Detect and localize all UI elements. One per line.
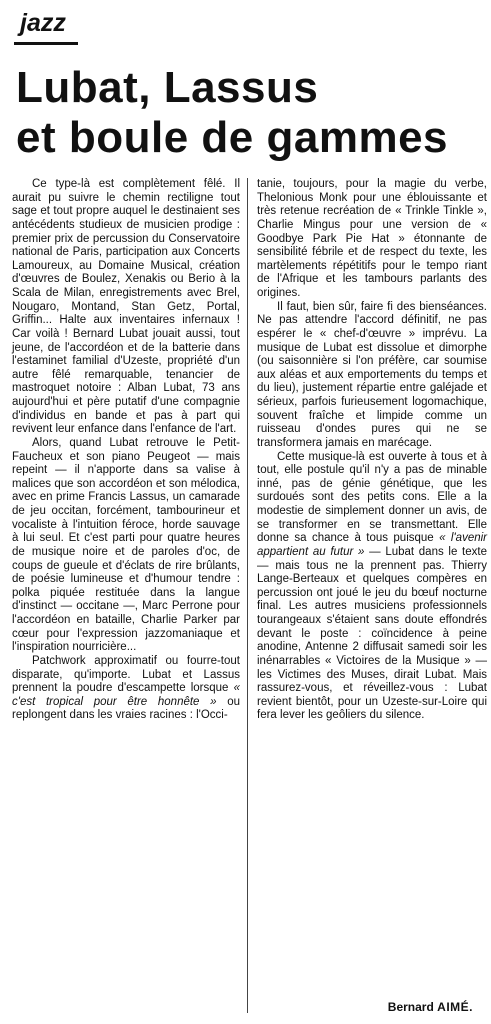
rubric-underline bbox=[14, 42, 78, 45]
paragraph-text: — Lubat dans le texte — mais tous ne la prennent pas. Thierry Lange-Berteaux et quelques compères en percussion ont joué le jeu du bœuf nocturne final. Les autres musiciens professionnels tourangeaux s'étaient sans doute effondrés devant le poste : coïncidence à peine anodine, Antenne 2 diffusait samedi soir les inénarrables « Victoires de la Musique » — les Victimes des Muses, dirait Lubat. Mais rassurez-vous, et réveillez-vous : Lubat revient bientôt, pour un Uzeste-sur-Loire qui fera lever les geôliers du silence. bbox=[257, 545, 487, 722]
italic-quote: « c'est tropical pour être honnête » bbox=[12, 682, 240, 708]
author-signature bbox=[388, 1000, 473, 1014]
article-paragraph: Alors, quand Lubat retrouve le Petit-Faucheux et son piano Peugeot — mais repeint — il n'apporte dans sa valise à malices que son accordéon et son mélodica, avec en prime Francis Lassus, un camarade de jeu occitan, forcément, tambourineur et vocaliste à l'intuition féroce, horde sauvage à lui seul. Et c'est parti pour quatre heures de musique noire et de paroles d'oc, de coups de gueule et d'éclats de rire brûlants, de poésie lumineuse et d'humour tendre : polka piquée restituée dans la langue d'instinct — occitane —, Marc Perrone pour l'accordéon en bataille, Charlie Parker par cœur pour l'expression jazzomaniaque et l'inspiration nourricière... bbox=[12, 436, 240, 654]
article-paragraph bbox=[12, 655, 240, 723]
section-rubric: jazz bbox=[20, 9, 66, 37]
article-paragraph: tanie, toujours, pour la magie du verbe, Thelonious Monk pour une éblouissante et très retenue recréation de « Trinkle Tinkle », Charlie Mingus pour une version de « Goodbye Park Pie Hat » étonnante de sensibilité fébrile et de respect du texte, les martèlements répétitifs pour le tempo riant de l'Afrique et les tambours parlants des origines. bbox=[257, 178, 487, 299]
article-paragraph: Ce type-là est complètement fêlé. Il aurait pu suivre le chemin rectiligne tout sage et tout propre auquel le destinaient ses antécédents studieux de musicien prodige : premier prix de percussion du Conservatoire national de Paris, participation aux Concerts Lamoureux, au Domaine Musical, création d'œuvres de Boulez, Xenakis ou Berio à la Scala de Milan, enregistrements avec Brel, Nougaro, Montand, Stan Getz, Portal, Griffin... Halte aux inventaires infernaux ! Car voilà ! Bernard Lubat jouait aussi, tout jeune, de l'accordéon et de la batterie dans l'estaminet familial d'Uzeste, propriété d'un autre fêlé remarquable, tenancier de mastroquet notoire : Alban Lubat, 73 ans aujourd'hui et père putatif d'une compagnie d'individus en bande et pas à part qui revivent leur enfance dans l'enfance de l'art. bbox=[12, 178, 240, 436]
author-first-name: Bernard bbox=[387, 1000, 434, 1014]
article-paragraph: Il faut, bien sûr, faire fi des bienséances. Ne pas attendre l'accord définitif, ne pas espérer le « chef-d'œuvre » imprévu. La musique de Lubat est dissolue et dimorphe (ou saisonnière si l'on préfère, car soumise aux aléas et aux emportements du temps et du lieu), justement répartie entre galéjade et sérieux, parfois furieusement logomachique, souvent fraîche et limpide comme un ruisseau d'ondes pures qui ne se transformera jamais en marécage. bbox=[257, 300, 487, 449]
article-column-right bbox=[257, 178, 487, 723]
column-divider bbox=[247, 178, 248, 1013]
paragraph-text: Cette musique-là est ouverte à tous et à tout, elle postule qu'il n'y a pas de minable inné, pas de génie génétique, que les surdoués sont des petits cons. Elle a la modestie de simplement donner un avis, de se transformer en se transmettant. Elle donne sa chance à tous puisque bbox=[257, 450, 487, 545]
italic-quote: « l'avenir appartient au futur » bbox=[257, 532, 487, 558]
paragraph-text: Patchwork approximatif ou fourre-tout disparate, qu'importe. Lubat et Lassus prennent la poudre d'escampette lorsque bbox=[12, 654, 240, 695]
headline-line-2: et boule de gammes bbox=[16, 113, 449, 162]
article-column-left bbox=[12, 178, 240, 723]
paragraph-text: ou replongent dans les vraies racines : l'Occi- bbox=[12, 695, 240, 722]
headline bbox=[16, 63, 486, 163]
headline-line-1: Lubat, Lassus bbox=[16, 63, 319, 112]
article-paragraph bbox=[257, 451, 487, 724]
author-last-name: AIMÉ. bbox=[437, 1000, 473, 1014]
